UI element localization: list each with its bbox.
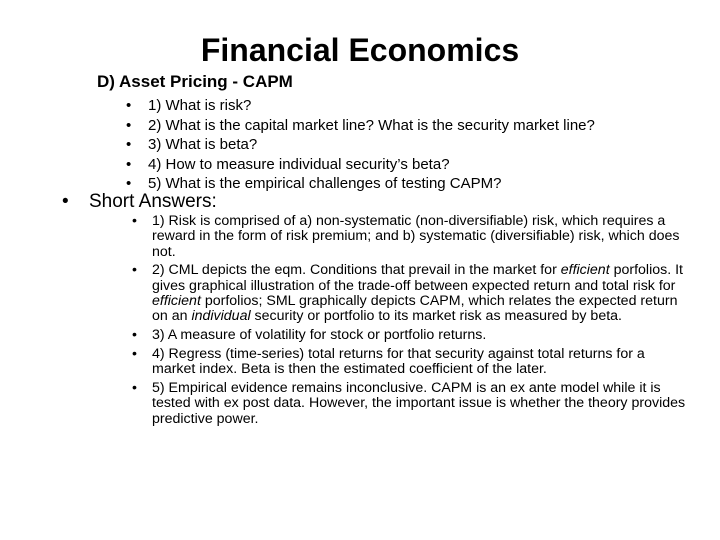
question-text: 3) What is beta? bbox=[148, 136, 258, 153]
question-item bbox=[126, 155, 686, 175]
bullet-icon: • bbox=[126, 155, 132, 173]
bullet-icon: • bbox=[62, 191, 69, 212]
answer-text: 5) Empirical evidence remains inconclusive. CAPM is an ex ante model while it is tested with ex post data. However, the important issue is whether the theory provides predictive power. bbox=[152, 379, 686, 427]
question-item bbox=[126, 116, 686, 136]
question-text: 4) How to measure individual security’s beta? bbox=[148, 155, 450, 173]
answer-text-part: porfolios; SML graphically depicts CAPM, which relates the expected return on an bbox=[152, 292, 678, 325]
bullet-icon: • bbox=[132, 379, 137, 396]
short-answers-label: Short Answers: bbox=[89, 191, 217, 212]
question-text: 5) What is the empirical challenges of testing CAPM? bbox=[148, 175, 502, 192]
question-text: 2) What is the capital market line? What is the security market line? bbox=[148, 116, 595, 134]
answer-text: 3) A measure of volatility for stock or portfolio returns. bbox=[152, 327, 487, 344]
bullet-icon: • bbox=[126, 116, 132, 134]
answer-item bbox=[132, 214, 692, 260]
answer-item bbox=[132, 347, 692, 378]
bullet-icon: • bbox=[126, 97, 132, 114]
answer-emphasis: efficient bbox=[152, 292, 201, 309]
bullet-icon: • bbox=[126, 175, 132, 192]
question-item bbox=[126, 96, 686, 116]
question-list bbox=[126, 96, 686, 194]
slide-title: Financial Economics bbox=[200, 32, 520, 68]
answer-emphasis: efficient bbox=[560, 262, 610, 279]
bullet-icon: • bbox=[132, 213, 137, 229]
section-subtitle: D) Asset Pricing - CAPM bbox=[97, 72, 293, 91]
question-text: 1) What is risk? bbox=[148, 97, 252, 114]
bullet-icon: • bbox=[132, 327, 137, 344]
bullet-icon: • bbox=[132, 262, 137, 279]
answer-text: 4) Regress (time-series) total returns for that security against total returns for a market index. Beta is then the estimated coefficient of the later. bbox=[152, 345, 645, 378]
answer-list bbox=[132, 214, 692, 430]
bullet-icon: • bbox=[126, 136, 132, 153]
answer-item bbox=[132, 328, 692, 343]
answer-item bbox=[132, 381, 692, 427]
answer-text-part: security or portfolio to its market risk as measured by beta. bbox=[250, 308, 622, 325]
question-item bbox=[126, 135, 686, 155]
bullet-icon: • bbox=[132, 345, 137, 362]
answer-emphasis: individual bbox=[191, 308, 251, 325]
answer-item bbox=[132, 263, 692, 324]
answer-text-part: porfolios. It gives graphical illustration of the trade-off between expected return and total risk for bbox=[152, 262, 683, 294]
answer-text-part: 2) CML depicts the eqm. Conditions that prevail in the market for bbox=[152, 262, 561, 279]
answer-text: 1) Risk is comprised of a) non-systematic (non-diversifiable) risk, which requires a reward in the form of risk premium; and b) systematic (diversifiable) risk, which does not. bbox=[152, 213, 680, 260]
